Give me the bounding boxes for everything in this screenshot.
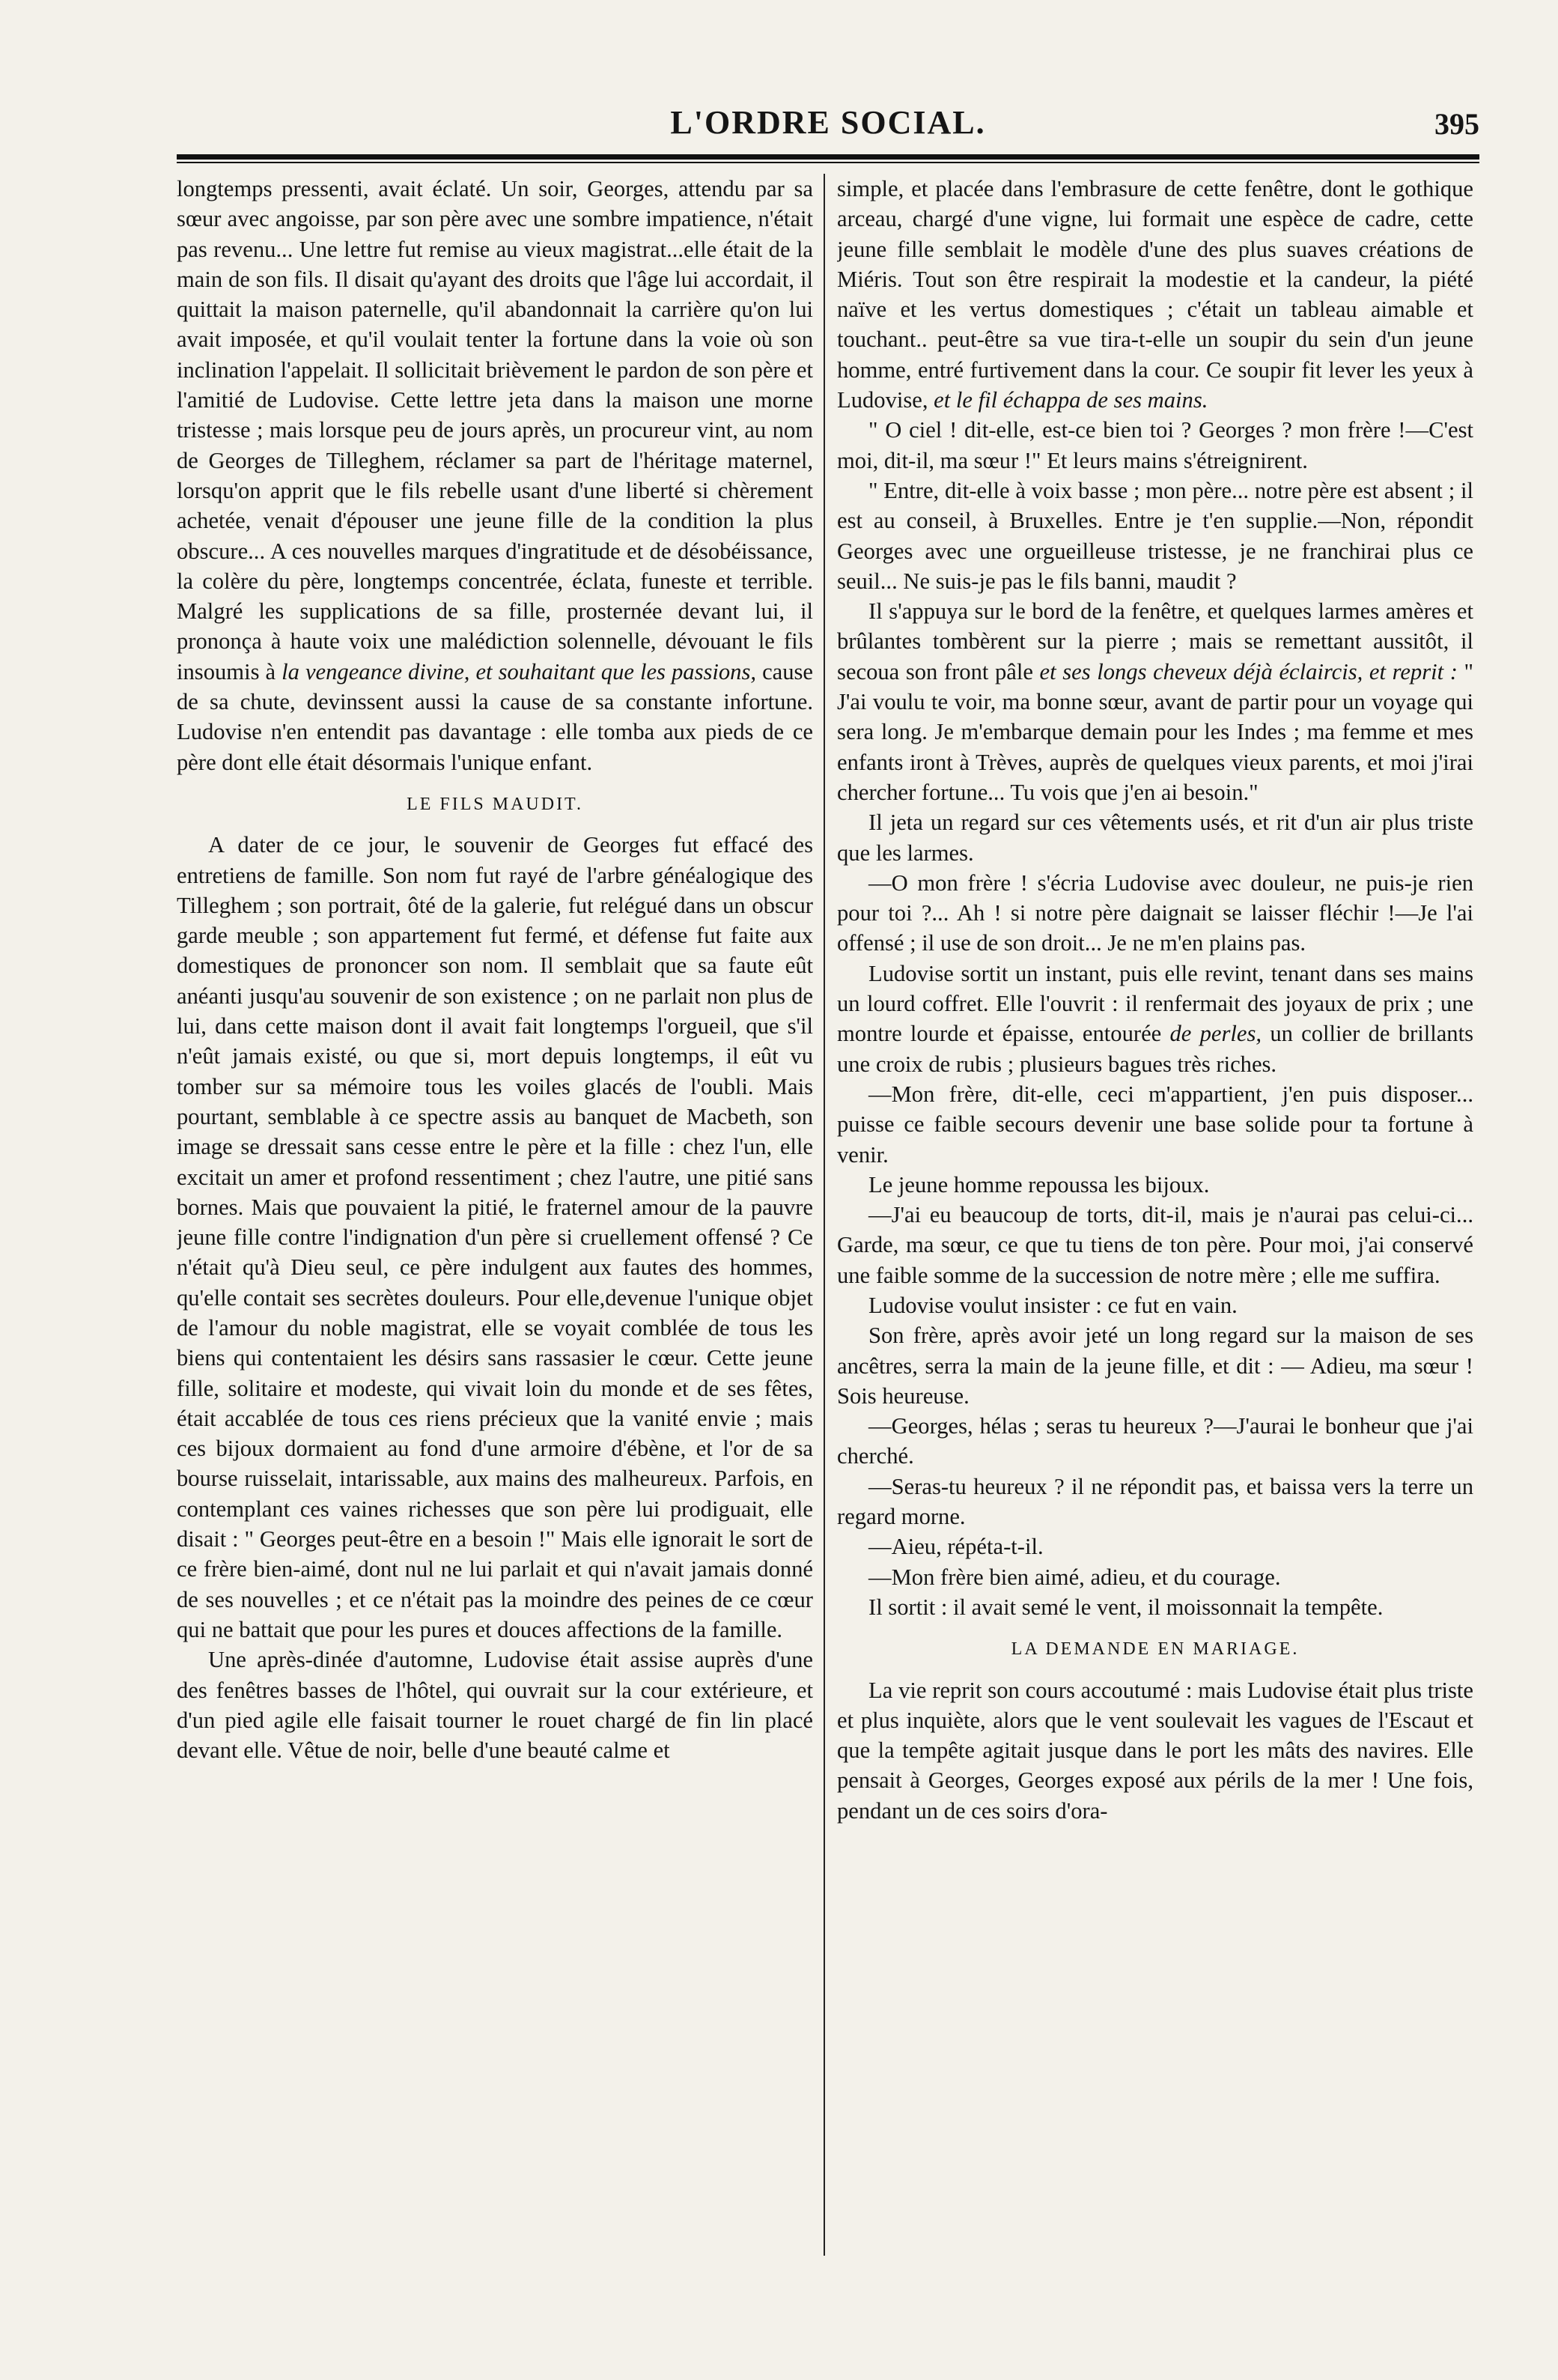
header-rule-thick (177, 154, 1479, 160)
text-run: " J'ai voulu te voir, ma bonne sœur, avant de partir pour un voyage qui sera long. Je m'embarque demain pour les Indes ; ma femme et mes enfants iront à Trèves, auprès de quelques vieux parents, et moi j'irai chercher fortune... Tu vois que j'en ai besoin." (837, 658, 1473, 805)
italic-text-run: de perles, (1169, 1021, 1262, 1047)
paragraph (837, 959, 1473, 1079)
text-run: Il s'appuya sur le bord de la fenêtre, et quelques larmes amères et brûlantes tombèrent sur la pierre ; mais se remettant aussitôt, il secoua son front pâle (837, 598, 1473, 684)
text-run: un collier de brillants une croix de rubis ; plusieurs bagues très riches. (837, 1021, 1473, 1077)
paragraph: Il jeta un regard sur ces vêtements usés, et rit d'un air plus triste que les larmes. (837, 810, 1473, 866)
paragraph: —Seras-tu heureux ? il ne répondit pas, et baissa vers la terre un regard morne. (837, 1473, 1473, 1530)
text-run: simple, et placée dans l'embrasure de cette fenêtre, dont le gothique arceau, chargé d'une vigne, lui formait une espèce de cadre, cette jeune fille semblait le modèle d'une des plus suaves créations de Miéris. Tout son être respirait la modestie et la candeur, la piété naïve et les vertus domestiques ; c'était un tableau aimable et touchant.. peut-être sa vue tira-t-elle un soupir du sein d'un jeune homme, entré furtivement dans la cour. Ce soupir fit lever les yeux à Ludovise, (837, 176, 1473, 413)
page-header (177, 103, 1479, 150)
page-number: 395 (1434, 107, 1479, 141)
paragraph: A dater de ce jour, le souvenir de Georges fut effacé des entretiens de famille. Son nom fut rayé de l'arbre généalogique des Tilleghem ; son portrait, ôté de la galerie, fut relégué dans un obscur garde meuble ; son appartement fut fermé, et défense fut faite aux domestiques de prononcer son nom. Il semblait que sa faute eût anéanti jusqu'au souvenir de son existence ; on ne parlait non plus de lui, dans cette maison dont il avait fait longtemps l'orgueil, que s'il n'eût jamais existé, ou que si, mort depuis longtemps, il eût vu tomber sur sa mémoire tous les voiles glacés de l'oubli. Mais pourtant, semblable à ce spectre assis au banquet de Macbeth, son image se dressait sans cesse entre le père et la fille : chez l'un, elle excitait un amer et profond ressentiment ; chez l'autre, une pitié sans bornes. Mais que pouvaient la pitié, le fraternel amour de la pauvre jeune fille contre l'indignation d'un père si cruellement offensé ? Ce n'était qu'à Dieu seul, ce père indulgent aux fautes des hommes, qu'elle contait ses secrètes douleurs. Pour elle,devenue l'unique objet de l'amour du noble magistrat, elle se voyait comblée de tous les biens qui contentaient les désirs sans rassasier le cœur. Cette jeune fille, solitaire et modeste, qui vivait loin du monde et de ses fêtes, était accablée de tous ces riens précieux que la vanité envie ; mais ces bijoux dormaient au fond d'une armoire d'ébène, et l'or de sa bourse ruisselait, intarissable, aux mains des malheureux. Parfois, en contemplant ces vaines richesses que son père lui prodiguait, elle disait : " Georges peut-être en a besoin !" Mais elle ignorait le sort de ce frère bien-aimé, dont nul ne lui parlait et qui n'avait jamais donné de ses nouvelles ; et ce n'était pas la moindre des peines de ce cœur qui ne battait que pour les pures et douces affections de la famille. (177, 832, 813, 1642)
left-column (177, 174, 813, 2271)
column-divider (824, 174, 825, 2256)
paragraph: La vie reprit son cours accoutumé : mais Ludovise était plus triste et plus inquiète, alors que le vent soulevait les vagues de l'Escaut et que la tempête agitait jusque dans le port les mâts des navires. Elle pensait à Georges, Georges exposé aux périls de la mer ! Une fois, pendant un de ces soirs d'ora- (837, 1677, 1473, 1824)
paragraph: Une après-dinée d'automne, Ludovise était assise auprès d'une des fenêtres basses de l'hôtel, qui ouvrait sur la cour extérieure, et d'un pied agile elle faisait tourner le rouet chargé de fin lin placé devant elle. Vêtue de noir, belle d'une beauté calme et (177, 1647, 813, 1764)
paragraph: —Mon frère bien aimé, adieu, et du courage. (868, 1564, 1281, 1590)
section-heading-fils-maudit: LE FILS MAUDIT. (407, 794, 583, 814)
text-run: Ludovise sortit un instant, puis elle revint, tenant dans ses mains un lourd coffret. Elle l'ouvrit : il renfermait des joyaux de prix ; une montre lourde et épaisse, entourée (837, 960, 1473, 1047)
italic-text-run: et ses longs cheveux déjà éclaircis, et reprit : (1039, 658, 1458, 684)
paragraph: —Georges, hélas ; seras tu heureux ?—J'aurai le bonheur que j'ai cherché. (837, 1413, 1473, 1469)
paragraph: " Entre, dit-elle à voix basse ; mon père... notre père est absent ; il est au conseil, à Bruxelles. Entre je t'en supplie.—Non, répondit Georges avec une orgueilleuse tristesse, je ne franchirai plus ce seuil... Ne suis-je pas le fils banni, maudit ? (837, 477, 1473, 594)
paragraph: —Mon frère, dit-elle, ceci m'appartient, j'en puis disposer... puisse ce faible secours devenir une base solide pour ta fortune à venir. (837, 1081, 1473, 1168)
right-column (837, 174, 1473, 2271)
paragraph: Ludovise voulut insister : ce fut en vain. (868, 1292, 1238, 1318)
paragraph (177, 174, 813, 777)
italic-text-run: la vengeance divine, et souhaitant que les passions, (282, 658, 757, 684)
text-run: cause de sa chute, devinssent aussi la cause de sa constante infortune. Ludovise n'en entendit pas davantage : elle tomba aux pieds de ce père dont elle était désormais l'unique enfant. (177, 658, 813, 775)
paragraph: —O mon frère ! s'écria Ludovise avec douleur, ne puis-je rien pour toi ?... Ah ! si notre père daignait se laisser fléchir !—Je l'ai offensé ; il use de son droit... Je ne m'en plains pas. (837, 869, 1473, 956)
paragraph (837, 596, 1473, 807)
section-heading-demande-en-mariage: LA DEMANDE EN MARIAGE. (1011, 1639, 1300, 1660)
header-rule-thin (177, 162, 1479, 163)
paragraph: —Aieu, répéta-t-il. (868, 1534, 1044, 1560)
paragraph: Il sortit : il avait semé le vent, il moissonnait la tempête. (868, 1594, 1384, 1620)
text-run: longtemps pressenti, avait éclaté. Un soir, Georges, attendu par sa sœur avec angoisse, par son père avec une sombre impatience, n'était pas revenu... Une lettre fut remise au vieux magistrat...elle était de la main de son fils. Il disait qu'ayant des droits que l'âge lui accordait, il quittait la maison paternelle, qu'il abandonnait la carrière qu'on lui avait imposée, et qu'il voulait tenter la fortune dans la voie où son inclination l'appelait. Il sollicitait brièvement le pardon de son père et l'amitié de Ludovise. Cette lettre jeta dans la maison une morne tristesse ; mais lorsque peu de jours après, un procureur vint, au nom de Georges de Tilleghem, réclamer sa part de l'héritage maternel, lorsqu'on apprit que le fils rebelle usant d'une liberté si chèrement achetée, venait d'épouser une jeune fille de la condition la plus obscure... A ces nouvelles marques d'ingratitude et de désobéissance, la colère du père, longtemps concentrée, éclata, funeste et terrible. Malgré les supplications de sa fille, prosternée devant lui, il prononça à haute voix une malédiction solennelle, dévouant le fils insoumis à (177, 176, 813, 684)
paragraph: Le jeune homme repoussa les bijoux. (868, 1171, 1210, 1197)
italic-text-run: et le fil échappa de ses mains. (934, 387, 1208, 413)
paragraph (837, 174, 1473, 415)
paragraph: Son frère, après avoir jeté un long regard sur la maison de ses ancêtres, serra la main de la jeune fille, et dit : — Adieu, ma sœur ! Sois heureuse. (837, 1323, 1473, 1409)
journal-title: L'ORDRE SOCIAL. (670, 104, 986, 141)
paragraph: " O ciel ! dit-elle, est-ce bien toi ? Georges ? mon frère !—C'est moi, dit-il, ma sœur !" Et leurs mains s'étreignirent. (837, 417, 1473, 473)
paragraph: —J'ai eu beaucoup de torts, dit-il, mais je n'aurai pas celui-ci... Garde, ma sœur, ce que tu tiens de ton père. Pour moi, j'ai conservé une faible somme de la succession de notre mère ; elle me suffira. (837, 1202, 1473, 1288)
